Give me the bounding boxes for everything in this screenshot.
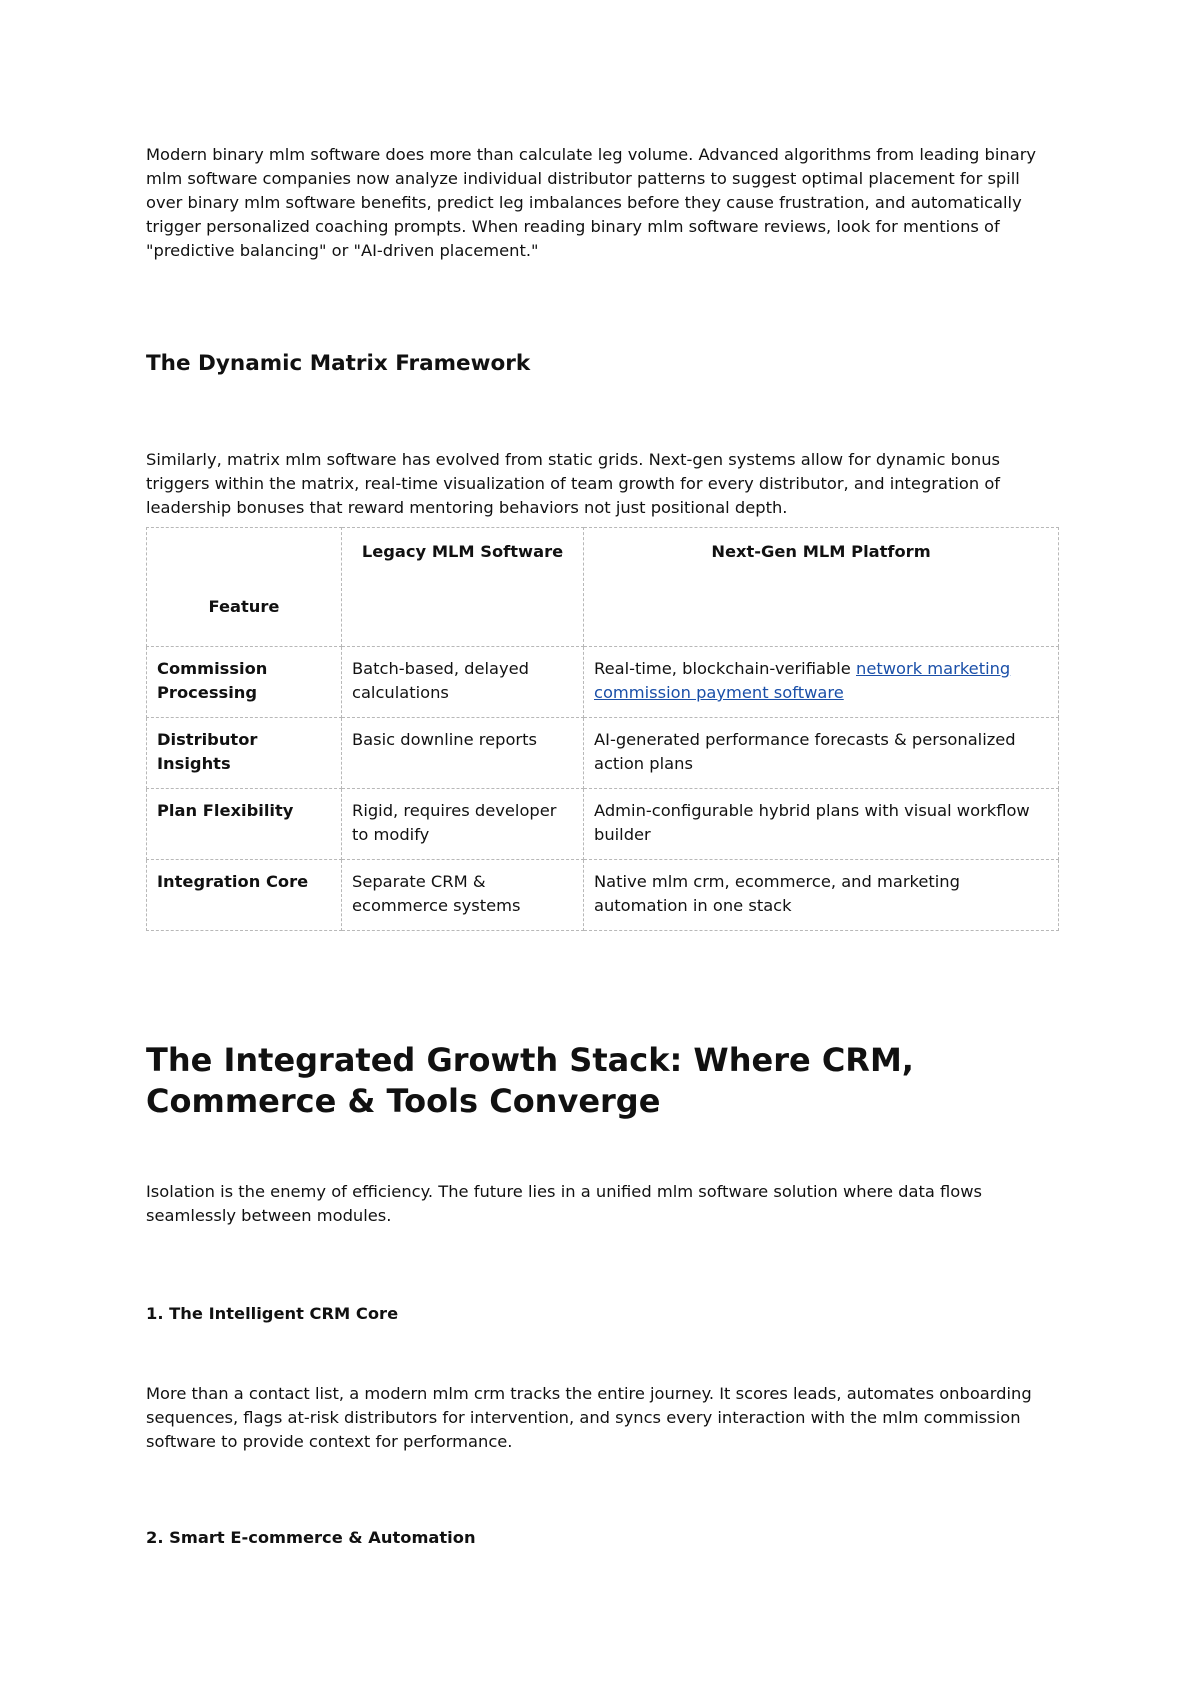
crm-section-heading: 1. The Intelligent CRM Core (146, 1304, 399, 1323)
ecommerce-section-heading: 2. Smart E-commerce & Automation (146, 1528, 476, 1547)
row-nextgen-cell: AI-generated performance forecasts & personalized action plans (584, 718, 1059, 789)
matrix-section-paragraph: Similarly, matrix mlm software has evolved from static grids. Next-gen systems allow for dynamic bonus triggers within the matrix, real-time visualization of team growth for every distributor, and integration of leadership bonuses that reward mentoring behaviors not just positional depth. (146, 450, 1001, 517)
matrix-section-heading: The Dynamic Matrix Framework (146, 351, 531, 376)
table-row (147, 647, 1059, 718)
table-row (147, 860, 1059, 931)
stack-section-heading: The Integrated Growth Stack: Where CRM, Commerce & Tools Converge (146, 1041, 914, 1120)
table-row (147, 718, 1059, 789)
stack-section-paragraph: Isolation is the enemy of efficiency. The future lies in a unified mlm software solution where data flows seamlessly between modules. (146, 1182, 983, 1225)
row-feature-cell: Integration Core (147, 860, 342, 931)
commission-software-link[interactable]: network marketing commission payment software (594, 659, 1011, 702)
row-feature-cell: Commission Processing (147, 647, 342, 718)
header-legacy: Legacy MLM Software (342, 528, 584, 647)
row-legacy-cell: Separate CRM & ecommerce systems (342, 860, 584, 931)
row-nextgen-cell (584, 647, 1059, 718)
crm-section-paragraph: More than a contact list, a modern mlm crm tracks the entire journey. It scores leads, automates onboarding sequences, flags at-risk distributors for intervention, and syncs every interaction with the mlm commission software to provide context for performance. (146, 1384, 1032, 1451)
row-nextgen-cell: Native mlm crm, ecommerce, and marketing automation in one stack (584, 860, 1059, 931)
nextgen-cell-text: Real-time, blockchain-verifiable (594, 659, 856, 678)
row-feature-cell: Distributor Insights (147, 718, 342, 789)
intro-paragraph: Modern binary mlm software does more than calculate leg volume. Advanced algorithms from leading binary mlm software companies now analyze individual distributor patterns to suggest optimal placement for spill over binary mlm software benefits, predict leg imbalances before they cause frustration, and automatically trigger personalized coaching prompts. When reading binary mlm software reviews, look for mentions of "predictive balancing" or "AI-driven placement." (146, 145, 1037, 260)
row-nextgen-cell: Admin-configurable hybrid plans with visual workflow builder (584, 789, 1059, 860)
row-feature-cell: Plan Flexibility (147, 789, 342, 860)
row-legacy-cell: Batch-based, delayed calculations (342, 647, 584, 718)
table-header-row (147, 528, 1059, 647)
header-feature: Feature (147, 528, 342, 647)
table-row (147, 789, 1059, 860)
comparison-table (146, 527, 1059, 931)
row-legacy-cell: Rigid, requires developer to modify (342, 789, 584, 860)
row-legacy-cell: Basic downline reports (342, 718, 584, 789)
header-nextgen: Next-Gen MLM Platform (584, 528, 1059, 647)
